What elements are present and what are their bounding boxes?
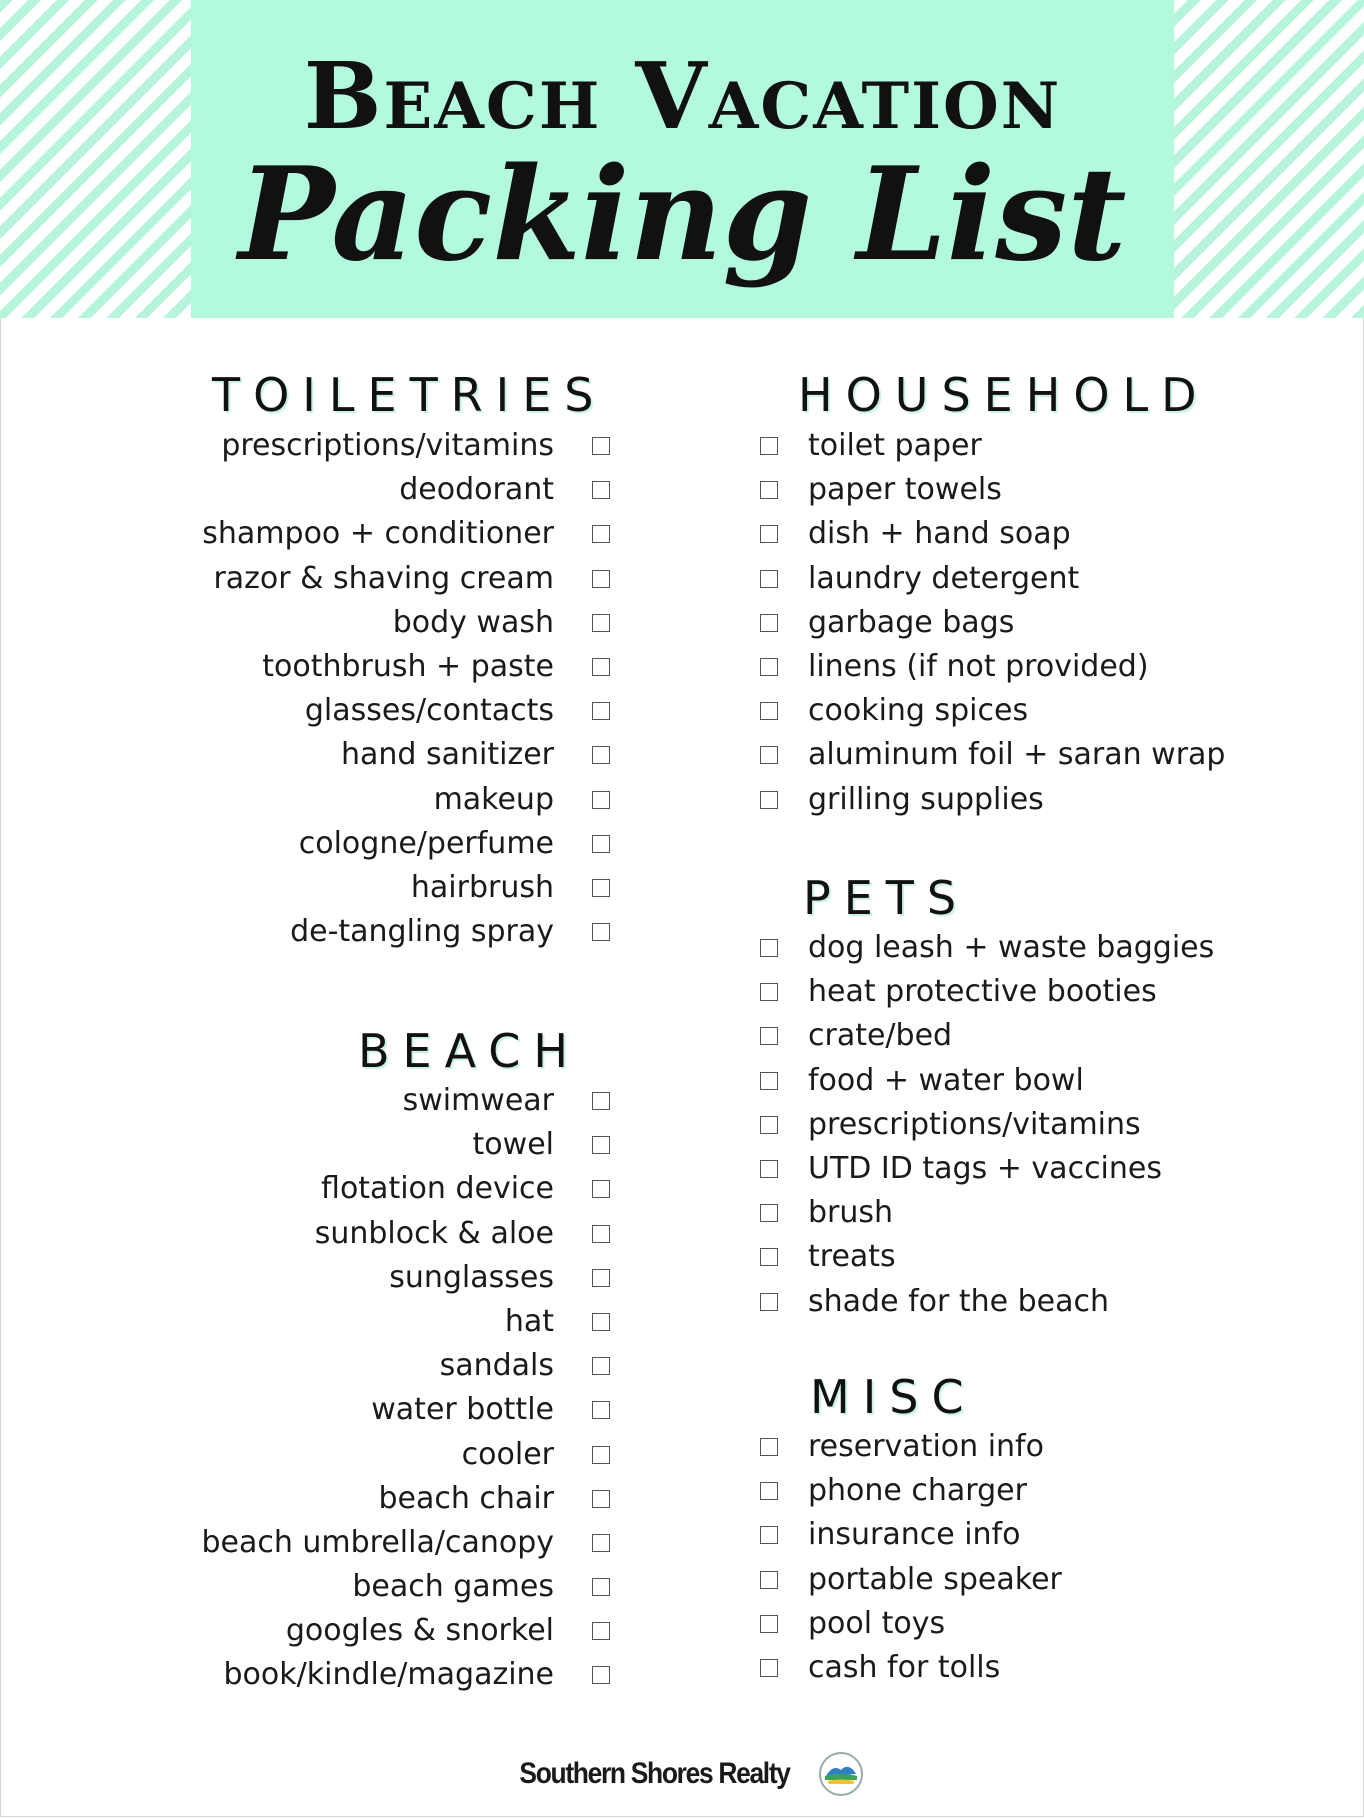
- checkbox[interactable]: [760, 983, 778, 1001]
- checkbox[interactable]: [760, 1526, 778, 1544]
- toiletries-item-label: razor & shaving cream: [213, 560, 554, 596]
- checkbox[interactable]: [760, 791, 778, 809]
- checkbox[interactable]: [760, 1248, 778, 1266]
- pets-item-label: crate/bed: [808, 1018, 953, 1054]
- household-item-label: paper towels: [808, 472, 1002, 508]
- header-banner: [0, 0, 1364, 318]
- checkbox[interactable]: [760, 437, 778, 455]
- toiletries-item: [150, 778, 610, 822]
- checkbox[interactable]: [760, 1072, 778, 1090]
- beach-list: [150, 1079, 610, 1698]
- beach-item: [150, 1212, 610, 1256]
- checkbox[interactable]: [592, 923, 610, 941]
- toiletries-item: [150, 689, 610, 733]
- toiletries-item-label: toothbrush + paste: [262, 648, 554, 684]
- pets-item: [760, 1147, 1300, 1191]
- footer: [0, 1752, 1364, 1796]
- title-line-2: Packing List: [238, 140, 1127, 290]
- checkbox[interactable]: [760, 1116, 778, 1134]
- household-item: [760, 778, 1300, 822]
- checkbox[interactable]: [592, 791, 610, 809]
- pets-item-label: food + water bowl: [808, 1062, 1084, 1098]
- household-item-label: grilling supplies: [808, 781, 1044, 817]
- pets-item-label: shade for the beach: [808, 1283, 1110, 1319]
- toiletries-item: [150, 424, 610, 468]
- beach-item-label: towel: [472, 1127, 554, 1163]
- checkbox[interactable]: [592, 525, 610, 543]
- beach-item: [150, 1609, 610, 1653]
- beach-item: [150, 1433, 610, 1477]
- misc-item-label: cash for tolls: [808, 1649, 1001, 1685]
- pets-item: [760, 1191, 1300, 1235]
- beach-item: [150, 1344, 610, 1388]
- pets-item: [760, 1235, 1300, 1279]
- beach-item: [150, 1300, 610, 1344]
- pets-item-label: brush: [808, 1195, 894, 1231]
- checkbox[interactable]: [760, 614, 778, 632]
- checkbox[interactable]: [760, 1659, 778, 1677]
- beach-item: [150, 1477, 610, 1521]
- checkbox[interactable]: [592, 1357, 610, 1375]
- toiletries-item-label: de-tangling spray: [290, 914, 554, 950]
- household-item: [760, 645, 1300, 689]
- pets-item: [760, 1059, 1300, 1103]
- heading-pets: PETS: [803, 871, 970, 925]
- checkbox[interactable]: [760, 658, 778, 676]
- toiletries-item-label: hand sanitizer: [341, 737, 554, 773]
- checkbox[interactable]: [592, 1578, 610, 1596]
- toiletries-item-label: body wash: [392, 604, 554, 640]
- household-item: [760, 557, 1300, 601]
- toiletries-item: [150, 512, 610, 556]
- household-item: [760, 424, 1300, 468]
- misc-item-label: insurance info: [808, 1517, 1021, 1553]
- checkbox[interactable]: [760, 746, 778, 764]
- toiletries-item: [150, 645, 610, 689]
- beach-item: [150, 1167, 610, 1211]
- beach-item: [150, 1521, 610, 1565]
- brand-name: Southern Shores Realty: [519, 1757, 791, 1790]
- logo-graphic: [821, 1754, 861, 1794]
- misc-item-label: phone charger: [808, 1473, 1027, 1509]
- misc-item-label: reservation info: [808, 1429, 1044, 1464]
- pets-list: [760, 926, 1300, 1324]
- misc-item: [760, 1646, 1300, 1690]
- misc-item: [760, 1602, 1300, 1646]
- misc-item: [760, 1469, 1300, 1513]
- household-item-label: aluminum foil + saran wrap: [808, 737, 1226, 773]
- checkbox[interactable]: [760, 1438, 778, 1456]
- checkbox[interactable]: [592, 1666, 610, 1684]
- checkbox[interactable]: [760, 1027, 778, 1045]
- checkbox[interactable]: [592, 1092, 610, 1110]
- pets-item: [760, 970, 1300, 1014]
- beach-item-label: beach games: [352, 1569, 554, 1605]
- heading-beach: BEACH: [358, 1024, 581, 1078]
- checkbox[interactable]: [592, 879, 610, 897]
- misc-item-label: pool toys: [808, 1605, 946, 1641]
- checkbox[interactable]: [760, 1293, 778, 1311]
- checkbox[interactable]: [760, 525, 778, 543]
- checkbox[interactable]: [760, 702, 778, 720]
- toiletries-item: [150, 601, 610, 645]
- toiletries-item-label: prescriptions/vitamins: [221, 428, 554, 463]
- toiletries-item-label: hairbrush: [410, 869, 554, 905]
- checkbox[interactable]: [760, 1571, 778, 1589]
- checkbox[interactable]: [592, 614, 610, 632]
- beach-item-label: book/kindle/magazine: [223, 1657, 554, 1693]
- checkbox[interactable]: [592, 1534, 610, 1552]
- household-item-label: dish + hand soap: [808, 516, 1071, 552]
- toiletries-item-label: deodorant: [399, 472, 554, 508]
- checkbox[interactable]: [592, 481, 610, 499]
- checkbox[interactable]: [592, 1313, 610, 1331]
- checkbox[interactable]: [592, 1401, 610, 1419]
- household-item: [760, 512, 1300, 556]
- checkbox[interactable]: [592, 1446, 610, 1464]
- beach-item-label: beach chair: [378, 1480, 554, 1516]
- heading-household: HOUSEHOLD: [798, 368, 1210, 422]
- checkbox[interactable]: [592, 1180, 610, 1198]
- household-item-label: toilet paper: [808, 428, 982, 463]
- beach-item-label: sunglasses: [389, 1259, 554, 1295]
- household-item-label: linens (if not provided): [808, 648, 1149, 684]
- beach-item: [150, 1388, 610, 1432]
- misc-list: [760, 1425, 1300, 1690]
- beach-item: [150, 1256, 610, 1300]
- pets-item: [760, 1014, 1300, 1058]
- checkbox[interactable]: [592, 1269, 610, 1287]
- checkbox[interactable]: [592, 1490, 610, 1508]
- toiletries-item-label: makeup: [433, 781, 554, 817]
- pets-item: [760, 1103, 1300, 1147]
- household-item-label: cooking spices: [808, 693, 1029, 729]
- toiletries-item: [150, 822, 610, 866]
- household-item: [760, 733, 1300, 777]
- pets-item-label: prescriptions/vitamins: [808, 1106, 1141, 1142]
- pets-item-label: UTD ID tags + vaccines: [808, 1150, 1162, 1186]
- toiletries-item: [150, 910, 610, 954]
- household-list: [760, 424, 1300, 822]
- checkbox[interactable]: [760, 570, 778, 588]
- checkbox[interactable]: [760, 939, 778, 957]
- beach-item: [150, 1565, 610, 1609]
- household-item-label: garbage bags: [808, 604, 1015, 640]
- toiletries-item: [150, 866, 610, 910]
- beach-item-label: beach umbrella/canopy: [201, 1524, 554, 1560]
- misc-item: [760, 1558, 1300, 1602]
- checkbox[interactable]: [760, 481, 778, 499]
- checkbox[interactable]: [592, 835, 610, 853]
- misc-item-label: portable speaker: [808, 1561, 1062, 1597]
- beach-item: [150, 1653, 610, 1697]
- beach-item-label: hat: [504, 1303, 554, 1339]
- checkbox[interactable]: [592, 1225, 610, 1243]
- toiletries-list: [150, 424, 610, 954]
- title-panel: [191, 0, 1174, 318]
- misc-item: [760, 1425, 1300, 1469]
- checkbox[interactable]: [592, 702, 610, 720]
- company-logo-icon: [819, 1752, 863, 1796]
- toiletries-item: [150, 733, 610, 777]
- pets-item: [760, 926, 1300, 970]
- checkbox[interactable]: [760, 1482, 778, 1500]
- toiletries-item: [150, 468, 610, 512]
- beach-item: [150, 1079, 610, 1123]
- toiletries-item: [150, 557, 610, 601]
- toiletries-item-label: cologne/perfume: [298, 825, 554, 861]
- beach-item-label: googles & snorkel: [285, 1613, 554, 1649]
- household-item: [760, 601, 1300, 645]
- heading-misc: MISC: [810, 1370, 977, 1424]
- checkbox[interactable]: [592, 1136, 610, 1154]
- beach-item: [150, 1123, 610, 1167]
- beach-item-label: swimwear: [402, 1083, 554, 1118]
- checkbox[interactable]: [760, 1204, 778, 1222]
- heading-toiletries: TOILETRIES: [212, 368, 607, 422]
- pets-item-label: treats: [808, 1239, 896, 1275]
- misc-item: [760, 1513, 1300, 1557]
- toiletries-item-label: glasses/contacts: [304, 693, 554, 729]
- beach-item-label: flotation device: [321, 1171, 554, 1207]
- beach-item-label: sandals: [439, 1348, 554, 1384]
- checkbox[interactable]: [592, 1622, 610, 1640]
- pets-item-label: dog leash + waste baggies: [808, 930, 1215, 965]
- toiletries-item-label: shampoo + conditioner: [202, 516, 554, 552]
- beach-item-label: cooler: [461, 1436, 554, 1472]
- checkbox[interactable]: [592, 658, 610, 676]
- checkbox[interactable]: [592, 570, 610, 588]
- beach-item-label: water bottle: [371, 1392, 554, 1428]
- title-line-1: Beach Vacation: [303, 42, 1062, 150]
- beach-item-label: sunblock & aloe: [314, 1215, 554, 1251]
- checkbox[interactable]: [592, 746, 610, 764]
- household-item: [760, 468, 1300, 512]
- checkbox[interactable]: [592, 437, 610, 455]
- checkbox[interactable]: [760, 1615, 778, 1633]
- checkbox[interactable]: [760, 1160, 778, 1178]
- household-item-label: laundry detergent: [808, 560, 1080, 596]
- household-item: [760, 689, 1300, 733]
- pets-item-label: heat protective booties: [808, 974, 1157, 1010]
- pets-item: [760, 1280, 1300, 1324]
